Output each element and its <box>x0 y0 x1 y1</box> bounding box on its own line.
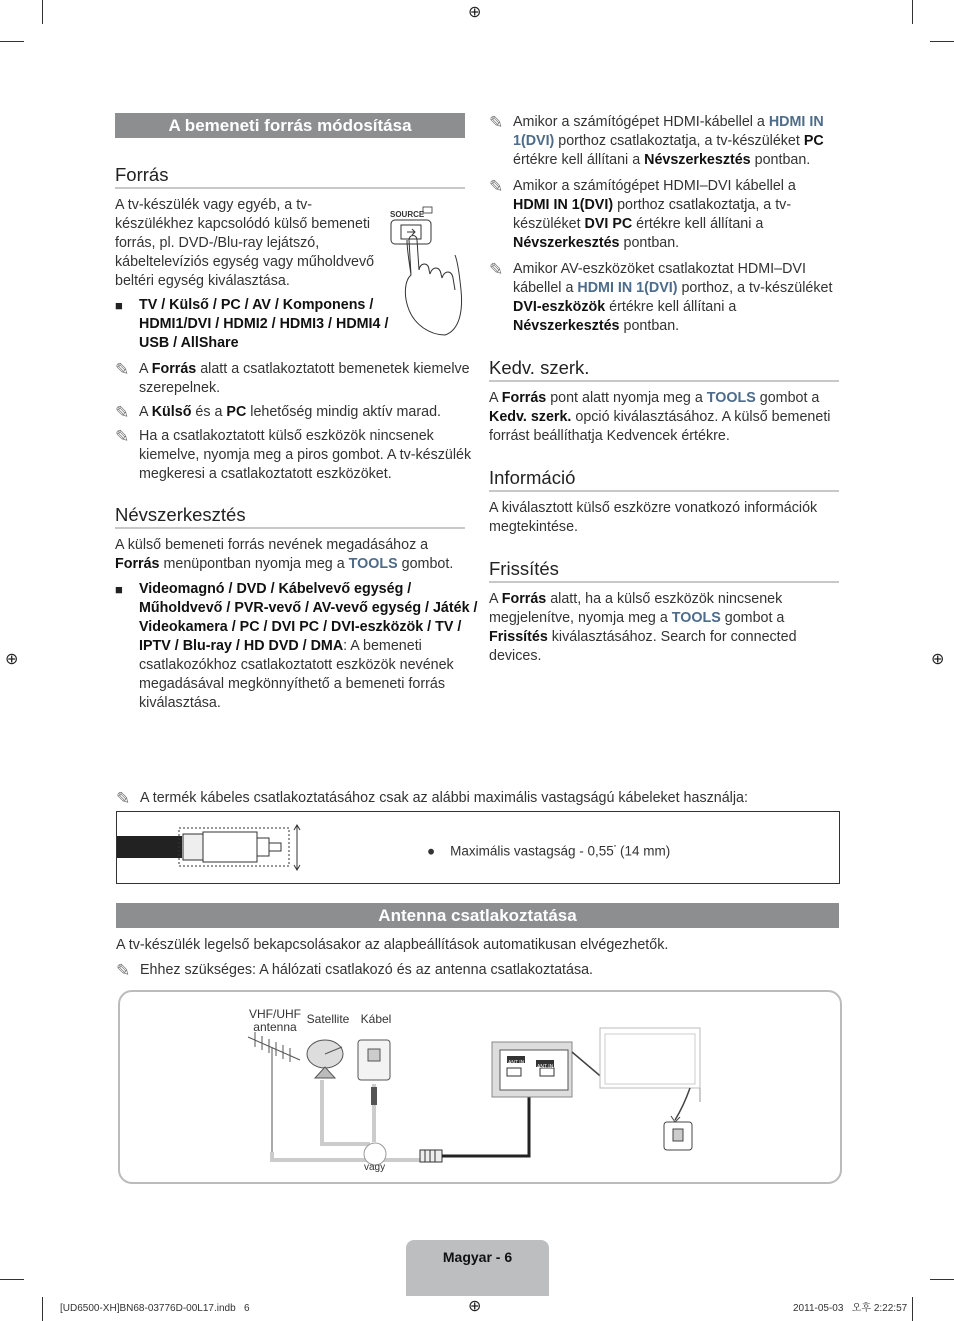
crop-mark <box>912 1297 913 1321</box>
text: Névszerkesztés <box>513 318 620 334</box>
hdmi-note-3 <box>489 260 843 336</box>
text: Forrás <box>501 390 547 406</box>
file-info: [UD6500-XH]BN68-03776D-00L17.indb 6 <box>60 1303 250 1314</box>
text: Amikor a számítógépet HDMI-kábellel a <box>513 114 769 130</box>
crop-mark <box>42 0 43 24</box>
antenna-diagram <box>118 990 842 1184</box>
text: gombot a <box>720 610 785 626</box>
forras-note-1 <box>115 360 484 398</box>
heading-forras: Forrás <box>115 165 465 189</box>
friss-text <box>489 590 809 666</box>
text: A külső bemeneti forrás nevének megadásához a <box>115 537 429 553</box>
text: A <box>489 591 502 607</box>
text: A termék kábeles csatlakoztatásához csak az alábbi maximális vastagságú kábeleket használja: <box>140 790 748 806</box>
hdmi-note-1 <box>489 113 863 170</box>
crop-mark <box>0 1279 24 1280</box>
text: lehetőség mindig aktív marad. <box>246 404 441 420</box>
forras-intro: A tv-készülék vagy egyéb, a tv-készülékhez kapcsolódó külső bemeneti forrás, pl. DVD-/Blu-ray lejátszó, kábeltelevíziós egység vagy műholdvevő beltéri egység kiválasztása. <box>115 197 375 289</box>
registration-mark-icon: ⊕ <box>5 651 19 668</box>
text: DVI-eszközök <box>513 299 606 315</box>
text: HDMI IN 1(DVI) <box>513 114 824 149</box>
ant-in-label-2: ANT IN <box>537 1064 554 1070</box>
text: PC <box>226 404 247 420</box>
text: PC <box>803 133 824 149</box>
heading-informacio: Információ <box>489 468 839 492</box>
text: Amikor AV-eszközöket csatlakoztat HDMI–DVI kábellel a <box>513 261 806 296</box>
text: pontban. <box>619 318 680 334</box>
antenna-note <box>116 961 840 980</box>
text: értékre kell állítani a <box>605 299 737 315</box>
text: kiválasztásához. Search for connected devices. <box>489 629 797 664</box>
ant-in-label: ANT IN <box>508 1060 525 1066</box>
text: A <box>139 361 152 377</box>
crop-mark <box>42 1297 43 1321</box>
text: : A bemeneti csatlakozókhoz csatlakoztatott eszközök nevének megadásával megkönnyíthető a bemeneti forrás kiválasztása. <box>139 638 454 711</box>
cable-spec <box>427 839 670 861</box>
coax-connector-icon <box>420 1150 442 1162</box>
text: TOOLS <box>671 610 721 626</box>
text: Amikor a számítógépet HDMI–DVI kábellel a <box>513 178 796 194</box>
note-pencil-icon: ✎ <box>116 961 131 980</box>
note-pencil-icon: ✎ <box>489 260 504 279</box>
source-label: SOURCE <box>390 210 425 219</box>
cable-box <box>116 811 840 884</box>
text: menüpontban nyomja meg a <box>159 556 349 572</box>
text: Névszerkesztés <box>644 152 751 168</box>
text: értékre kell állítani a <box>513 152 645 168</box>
heading-nevszerkesztes: Névszerkesztés <box>115 505 465 529</box>
satellite-dish-icon <box>307 1040 343 1078</box>
square-bullet-icon: ■ <box>115 298 123 313</box>
forras-bullet-text: TV / Külső / PC / AV / Komponens / HDMI1/DVI / HDMI2 / HDMI3 / HDMI4 / USB / AllShare <box>139 297 389 351</box>
cable-plug <box>371 1087 377 1105</box>
text: Névszerkesztés <box>513 235 620 251</box>
text: HDMI IN 1(DVI) <box>577 280 678 296</box>
text: (14 mm) <box>616 843 671 859</box>
text: " <box>613 845 617 852</box>
text: gombot a <box>755 390 820 406</box>
print-date: 2011-05-03 오후 2:22:57 <box>793 1303 908 1314</box>
heading-kedv-szerk: Kedv. szerk. <box>489 358 839 382</box>
section-banner: A bemeneti forrás módosítása <box>115 113 465 138</box>
text: Frissítés <box>489 629 548 645</box>
registration-mark-icon: ⊕ <box>931 651 945 668</box>
label-vhf-uhf: VHF/UHF antenna <box>249 1007 301 1034</box>
text: pontban. <box>619 235 680 251</box>
heading-frissites: Frissítés <box>489 559 839 583</box>
crop-mark <box>0 41 24 42</box>
text: TOOLS <box>348 556 398 572</box>
antenna-banner: Antenna csatlakoztatása <box>116 903 839 928</box>
crop-mark <box>930 1279 954 1280</box>
note-pencil-icon: ✎ <box>489 177 504 196</box>
forras-note-3 <box>115 427 484 484</box>
bullet-dot-icon: ● <box>427 843 436 859</box>
registration-mark-icon: ⊕ <box>468 1298 482 1315</box>
text: Forrás <box>501 591 547 607</box>
text: pontban. <box>750 152 811 168</box>
text: Forrás <box>115 556 160 572</box>
label-satellite: Satellite <box>306 1012 350 1026</box>
text: porthoz csatlakoztatja, a tv-készüléket <box>513 197 792 232</box>
crop-mark <box>912 0 913 24</box>
text: Forrás <box>151 361 197 377</box>
text: porthoz csatlakoztatja, a tv-készüléket <box>554 133 804 149</box>
tv-back-icon <box>600 1028 700 1150</box>
text: Maximális vastagság - 0,55 <box>450 843 614 859</box>
vhf-uhf-antenna-icon <box>248 1032 300 1152</box>
cable-illustration <box>117 812 317 883</box>
forras-note-2 <box>115 403 484 422</box>
text: alatt a csatlakoztatott bemenetek kiemelve szerepelnek. <box>139 361 470 396</box>
note-pencil-icon: ✎ <box>489 113 504 132</box>
note-pencil-icon: ✎ <box>115 360 130 379</box>
wall-socket-icon <box>358 1040 390 1080</box>
text: TOOLS <box>706 390 756 406</box>
square-bullet-icon: ■ <box>115 582 123 597</box>
antenna-text: A tv-készülék legelső bekapcsolásakor az alapbeállítások automatikusan elvégezhetők. <box>116 937 669 953</box>
text: HDMI IN 1(DVI) <box>513 197 614 213</box>
text: Ehhez szükséges: A hálózati csatlakozó és az antenna csatlakoztatása. <box>140 962 594 978</box>
nevszerk-bullet <box>115 580 485 713</box>
note-pencil-icon: ✎ <box>116 789 131 808</box>
label-cable: Kábel <box>360 1012 392 1026</box>
or-label: vagy <box>364 1162 386 1173</box>
page-number: Magyar - 6 <box>442 1249 513 1265</box>
note-pencil-icon: ✎ <box>115 403 130 422</box>
text: pont alatt nyomja meg a <box>546 390 707 406</box>
crop-mark <box>930 41 954 42</box>
text: Kedv. szerk. <box>489 409 572 425</box>
info-text: A kiválasztott külső eszközre vonatkozó információk megtekintése. <box>489 500 818 535</box>
cable-note <box>116 789 860 808</box>
text: és a <box>191 404 227 420</box>
nevszerk-intro <box>115 536 465 574</box>
page-number-tab <box>406 1240 549 1296</box>
text: Ha a csatlakoztatott külső eszközök nincsenek kiemelve, nyomja meg a piros gombot. A tv-készülék megkeresi a csatlakoztatott eszközöket. <box>139 428 472 482</box>
text: opció kiválasztásához. A külső bemeneti forrást beállíthatja Kedvencek értékre. <box>489 409 831 444</box>
text: A <box>489 390 502 406</box>
text: alatt, ha a külső eszközök nincsenek megjelenítve, nyomja meg a <box>489 591 783 626</box>
text: Külső <box>151 404 192 420</box>
text: Videomagnó / DVD / Kábelvevő egység / Műholdvevő / PVR-vevő / AV-vevő egység / Játék / Videokamera / PC / DVI PC / DVI-eszközök / TV / IPTV / Blu-ray / HD DVD / DMA <box>139 581 478 654</box>
cable-lines <box>272 1080 420 1160</box>
text: DVI PC <box>584 216 633 232</box>
text: porthoz, a tv-készüléket <box>677 280 833 296</box>
registration-mark-icon: ⊕ <box>468 4 482 21</box>
forras-bullet <box>115 296 404 353</box>
text: A <box>139 404 152 420</box>
note-pencil-icon: ✎ <box>115 427 130 446</box>
text: értékre kell állítani a <box>632 216 764 232</box>
hdmi-note-2 <box>489 177 833 253</box>
kedv-text <box>489 389 839 446</box>
text: gombot. <box>397 556 454 572</box>
